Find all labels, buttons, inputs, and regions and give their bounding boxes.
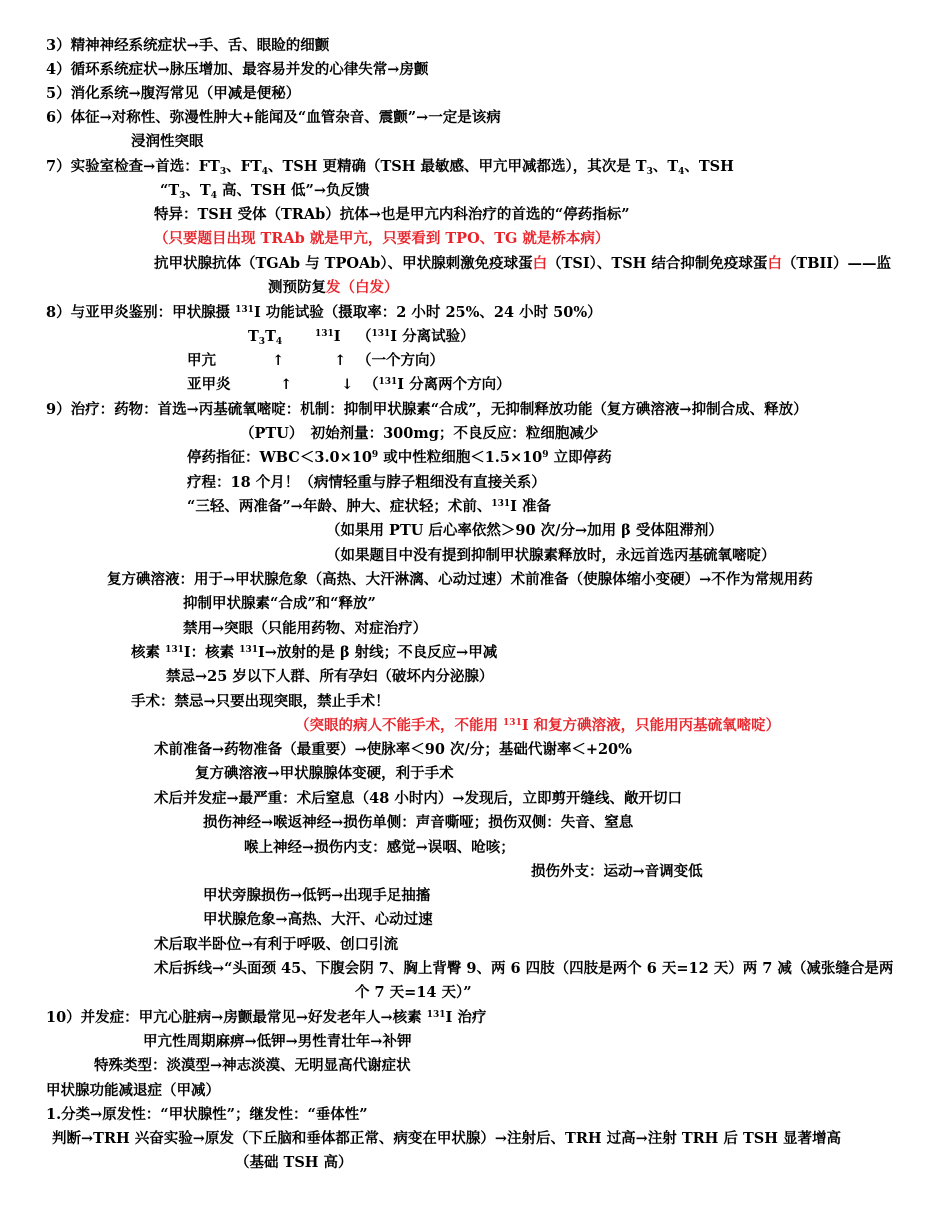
text-line: 术前准备→药物准备（最重要）→使脉率＜90 次/分；基础代谢率＜+20% [154, 741, 632, 758]
text-line: 甲亢 [187, 352, 216, 369]
text-line: 浸润性突眼 [131, 133, 204, 150]
text-line: 特殊类型：淡漠型→神志淡漠、无明显高代谢症状 [94, 1057, 411, 1074]
text-line: 损伤神经→喉返神经→损伤单侧：声音嘶哑；损伤双侧：失音、窒息 [203, 814, 634, 831]
text-line: 1.分类→原发性：“甲状腺性”；继发性：“垂体性” [46, 1106, 368, 1123]
text-line: 测预防复发（白发） [268, 279, 399, 296]
text-line: ↑ [334, 352, 347, 369]
text-line: （一个方向） [357, 352, 444, 369]
text-line: 8）与亚甲炎鉴别：甲状腺摄 $^{131}$I 功能试验（摄取率：2 小时 25%、24 小时 50%） [46, 304, 602, 321]
text-line: 个 7 天=14 天）” [355, 984, 472, 1001]
text-line: 7）实验室检查→首选：$FT_3$、$FT_4$、TSH 更精确（TSH 最敏感、甲亢甲减都选），其次是 $T_3$、$T_4$、TSH [46, 158, 734, 177]
text-line: 甲状腺功能减退症（甲减） [46, 1082, 220, 1099]
text-line: （$^{131}$I 分离试验） [357, 328, 475, 345]
text-line: 特异：TSH 受体（TRAb）抗体→也是甲亢内科治疗的首选的“停药指标” [154, 206, 630, 223]
text-line: 亚甲炎 [187, 376, 231, 393]
text-line: 术后拆线→“头面颈 45、下腹会阴 7、胸上背臀 9、两 6 四肢（四肢是两个 6 天=12 天）两 7 减（减张缝合是两 [154, 960, 894, 977]
text-line: 禁用→突眼（只能用药物、对症治疗） [183, 620, 428, 637]
text-line: 禁忌→25 岁以下人群、所有孕妇（破坏内分泌腺） [166, 668, 494, 685]
text-line: 9）治疗：药物：首选→丙基硫氧嘧啶：机制：抑制甲状腺素“合成”，无抑制释放功能（复方碘溶液→抑制合成、释放） [46, 401, 808, 418]
text-line: 术后并发症→最严重：术后窒息（48 小时内）→发现后，立即剪开缝线、敞开切口 [154, 790, 683, 807]
text-line: （$^{131}$I 分离两个方向） [364, 376, 511, 393]
text-line: 手术：禁忌→只要出现突眼，禁止手术！ [131, 693, 390, 710]
text-line: “$T_3$、$T_4$ 高、TSH 低”→负反馈 [160, 182, 370, 201]
text-line: ↓ [341, 376, 354, 393]
text-line: 判断→TRH 兴奋实验→原发（下丘脑和垂体都正常、病变在甲状腺）→注射后、TRH 过高→注射 TRH 后 TSH 显著增高 [52, 1130, 841, 1147]
text-line: （只要题目出现 TRAb 就是甲亢，只要看到 TPO、TG 就是桥本病） [154, 230, 610, 247]
text-line: 损伤外支：运动→音调变低 [531, 863, 703, 880]
text-line: 6）体征→对称性、弥漫性肿大+能闻及“血管杂音、震颤”→一定是该病 [46, 109, 501, 126]
text-line: ↑ [280, 376, 293, 393]
text-line: 甲状腺危象→高热、大汗、心动过速 [203, 911, 433, 928]
text-line: 5）消化系统→腹泻常见（甲减是便秘） [46, 85, 301, 102]
text-line: 甲状旁腺损伤→低钙→出现手足抽搐 [203, 887, 431, 904]
text-line: （如果题目中没有提到抑制甲状腺素释放时，永远首选丙基硫氧嘧啶） [326, 547, 776, 564]
text-line: $T_3T_4$ [248, 328, 283, 347]
text-line: 核素 $^{131}$I：核素 $^{131}$I→放射的是 β 射线；不良反应→甲减 [131, 644, 498, 661]
text-line: 疗程：18 个月！（病情轻重与脖子粗细没有直接关系） [187, 474, 546, 491]
text-line: 抗甲状腺抗体（TGAb 与 TPOAb）、甲状腺刺激免疫球蛋白（TSI）、TSH 结合抑制免疫球蛋白（TBII）——监 [154, 255, 892, 272]
text-line: “三轻、两准备”→年龄、肿大、症状轻；术前、$^{131}$I 准备 [187, 498, 551, 515]
text-line: 4）循环系统症状→脉压增加、最容易并发的心律失常→房颤 [46, 61, 429, 78]
text-line: 甲亢性周期麻痹→低钾→男性青壮年→补钾 [143, 1033, 412, 1050]
text-line: 10）并发症：甲亢心脏病→房颤最常见→好发老年人→核素 $^{131}$I 治疗 [46, 1009, 487, 1026]
text-line: $^{131}$I [315, 328, 341, 345]
text-line: （突眼的病人不能手术，不能用 $^{131}$I 和复方碘溶液，只能用丙基硫氧嘧啶） [295, 717, 781, 734]
text-line: （基础 TSH 高） [235, 1154, 353, 1171]
text-line: 术后取半卧位→有利于呼吸、创口引流 [154, 936, 399, 953]
text-line: 3）精神神经系统症状→手、舌、眼睑的细颤 [46, 37, 330, 54]
text-line: （PTU） 初始剂量：300mg；不良反应：粒细胞减少 [240, 425, 599, 442]
text-line: （如果用 PTU 后心率依然＞90 次/分→加用 β 受体阻滞剂） [326, 522, 723, 539]
text-line: 复方碘溶液→甲状腺腺体变硬，利于手术 [195, 765, 454, 782]
text-line: ↑ [272, 352, 285, 369]
text-line: 喉上神经→损伤内支：感觉→误咽、呛咳； [244, 839, 515, 856]
text-line: 复方碘溶液：用于→甲状腺危象（高热、大汗淋漓、心动过速）术前准备（使腺体缩小变硬）→不作为常规用药 [107, 571, 813, 588]
text-line: 停药指征：$WBC<3.0\times 10^9$ 或中性粒细胞$<1.5\times 10^9$ 立即停药 [187, 449, 612, 466]
text-line: 抑制甲状腺素“合成”和“释放” [183, 595, 376, 612]
